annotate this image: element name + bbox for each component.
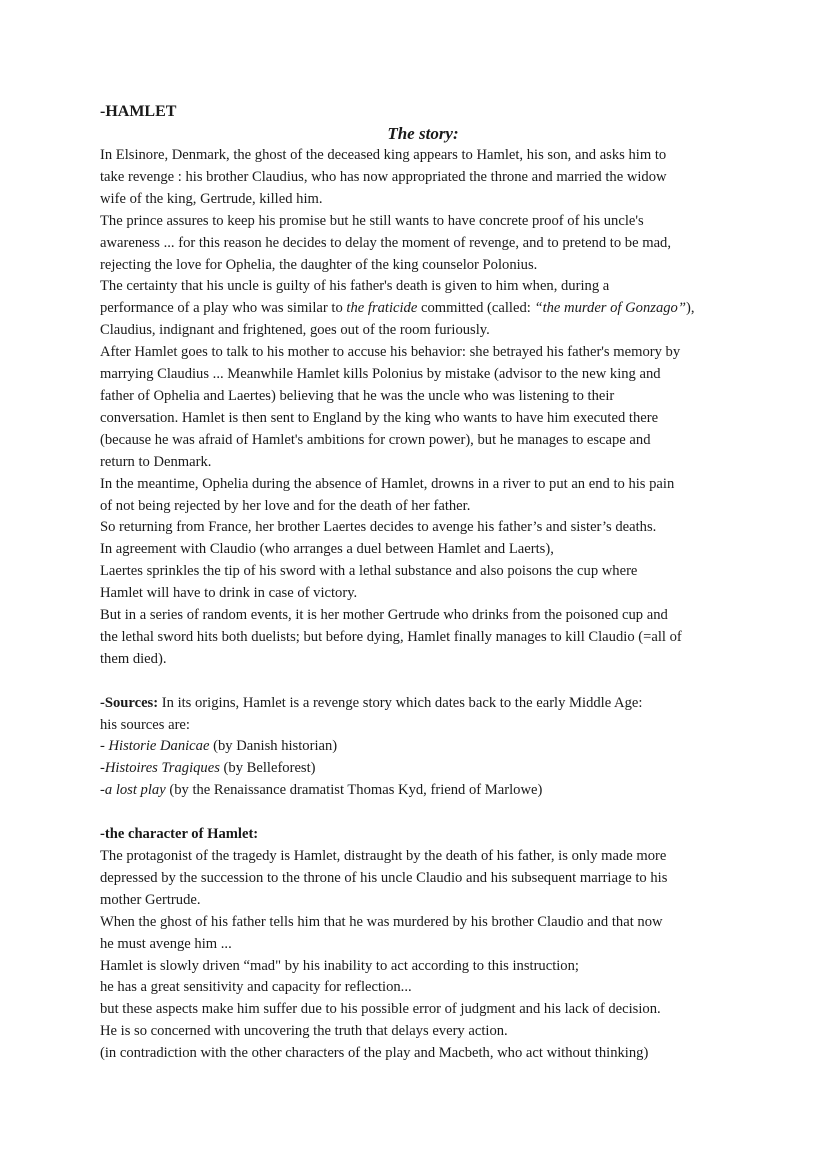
story-line: But in a series of random events, it is her mother Gertrude who drinks from the poisoned cup and [100, 607, 668, 624]
section-spacer [100, 802, 740, 824]
story-line-text: performance of a play who was similar to [100, 300, 347, 317]
character-line: (in contradiction with the other characters of the play and Macbeth, who act without thinking) [100, 1045, 649, 1062]
story-line: return to Denmark. [100, 453, 212, 470]
story-line-text: ), [685, 300, 695, 317]
character-section [100, 824, 740, 1065]
character-line: but these aspects make him suffer due to his possible error of judgment and his lack of decision. [100, 1001, 661, 1018]
character-heading: -the character of Hamlet: [100, 826, 259, 843]
sources-line: his sources are: [100, 716, 190, 733]
source-item-title: a lost play [104, 782, 166, 799]
source-item-detail: (by Belleforest) [219, 760, 316, 777]
character-line: He is so concerned with uncovering the truth that delays every action. [100, 1023, 508, 1040]
story-line: marrying Claudius ... Meanwhile Hamlet kills Polonius by mistake (advisor to the new king and [100, 366, 661, 383]
source-item-prefix: - [100, 738, 109, 755]
story-line: the lethal sword hits both duelists; but before dying, Hamlet finally manages to kill Claudio (=all of [100, 628, 682, 645]
story-line: Hamlet will have to drink in case of victory. [100, 585, 358, 602]
story-line: conversation. Hamlet is then sent to England by the king who wants to have him executed there [100, 409, 659, 426]
story-line: In the meantime, Ophelia during the absence of Hamlet, drowns in a river to put an end to his pain [100, 475, 675, 492]
story-line: of not being rejected by her love and for the death of her father. [100, 497, 471, 514]
source-item [100, 780, 740, 802]
character-line: Hamlet is slowly driven “mad" by his inability to act according to this instruction; [100, 957, 579, 974]
source-item [100, 758, 740, 780]
story-line: The certainty that his uncle is guilty of his father's death is given to him when, during a [100, 278, 610, 295]
story-line: The prince assures to keep his promise but he still wants to have concrete proof of his uncle's [100, 212, 644, 229]
source-item-title: Histoires Tragiques [104, 760, 220, 777]
story-line: take revenge : his brother Claudius, who has now appropriated the throne and married the widow [100, 168, 667, 185]
character-line: When the ghost of his father tells him that he was murdered by his brother Claudio and that now [100, 913, 663, 930]
story-line: rejecting the love for Ophelia, the daughter of the king counselor Polonius. [100, 256, 538, 273]
sources-label: -Sources: [100, 694, 159, 711]
source-item-prefix: - [100, 782, 105, 799]
story-line-italic: “the murder of Gonzago” [534, 300, 686, 317]
document-heading: -HAMLET [100, 103, 177, 120]
source-item [100, 736, 740, 758]
story-line: Laertes sprinkles the tip of his sword with a lethal substance and also poisons the cup where [100, 563, 638, 580]
character-line: he must avenge him ... [100, 935, 232, 952]
character-line: he has a great sensitivity and capacity for reflection... [100, 979, 412, 996]
document-page [100, 101, 740, 1065]
story-section [100, 145, 740, 671]
story-line: After Hamlet goes to talk to his mother to accuse his behavior: she betrayed his father's memory by [100, 344, 681, 361]
character-line: mother Gertrude. [100, 891, 201, 908]
character-line: depressed by the succession to the throne of his uncle Claudio and his subsequent marriage to his [100, 869, 668, 886]
sources-section [100, 693, 740, 803]
story-line: them died). [100, 650, 167, 667]
story-line-italic: the fraticide [346, 300, 418, 317]
source-item-title: Historie Danicae [108, 738, 210, 755]
source-item-prefix: - [100, 760, 105, 777]
sources-intro-line [100, 693, 740, 715]
story-title: The story: [387, 124, 459, 143]
story-line: In Elsinore, Denmark, the ghost of the deceased king appears to Hamlet, his son, and asks him to [100, 147, 667, 163]
story-line-text: committed (called: [417, 300, 535, 317]
story-line: father of Ophelia and Laertes) believing that he was the uncle who was listening to their [100, 387, 615, 404]
story-line: awareness ... for this reason he decides to delay the moment of revenge, and to pretend to be mad, [100, 234, 671, 251]
story-line [100, 298, 740, 320]
story-line: wife of the king, Gertrude, killed him. [100, 190, 323, 207]
source-item-detail: (by the Renaissance dramatist Thomas Kyd, friend of Marlowe) [165, 782, 543, 799]
section-spacer [100, 671, 740, 693]
character-line: The protagonist of the tragedy is Hamlet, distraught by the death of his father, is only made more [100, 847, 667, 864]
story-line: (because he was afraid of Hamlet's ambitions for crown power), but he manages to escape and [100, 431, 651, 448]
sources-intro: In its origins, Hamlet is a revenge story which dates back to the early Middle Age: [158, 694, 643, 711]
source-item-detail: (by Danish historian) [209, 738, 338, 755]
story-line: In agreement with Claudio (who arranges a duel between Hamlet and Laerts), [100, 541, 554, 558]
story-line: So returning from France, her brother Laertes decides to avenge his father’s and sister’s deaths. [100, 519, 657, 536]
story-line: Claudius, indignant and frightened, goes out of the room furiously. [100, 322, 490, 339]
